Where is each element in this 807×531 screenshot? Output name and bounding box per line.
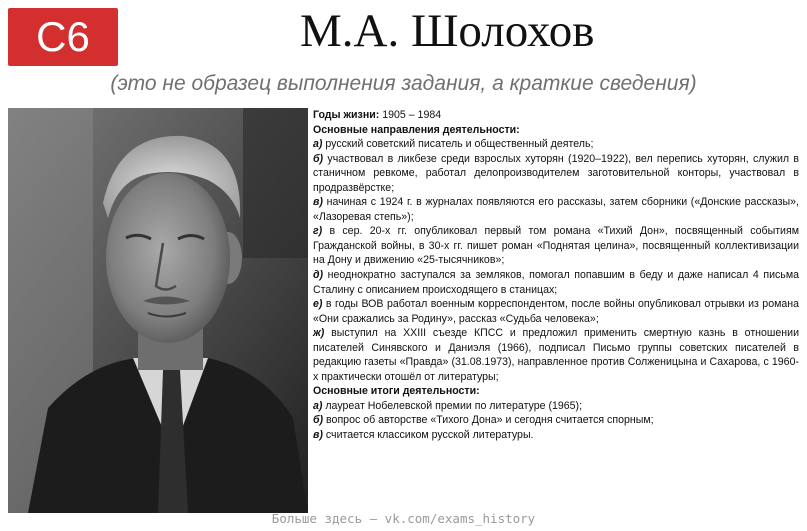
item-text: русский советский писатель и общественный деятель; [322,138,594,151]
item-text: в сер. 20-х гг. опубликовал первый том романа «Тихий Дон», посвященный событиям Гражданской войны, в 30-х гг. пишет роман «Поднятая целина», посвященный коллективизации на Дону и движению «25-тысячников»; [313,225,799,267]
years-line [313,108,799,123]
years-value: 1905 – 1984 [379,109,442,121]
page-title: М.А. Шолохов [300,5,595,57]
item-label: г) [313,225,323,238]
item-text: начиная с 1924 г. в журналах появляются его рассказы, затем сборники («Донские рассказы», «Лазоревая степь»); [313,196,799,223]
biography-text [313,108,799,443]
task-badge: C6 [8,8,118,66]
item-text: выступил на XXIII съезде КПСС и предложил применить смертную казнь в отношении писателей Синявского и Даниэля (1966), подписал Письмо группы советских писателей в редакцию газеты «Правда» (31.08.1973), направленное против Солженицына и Сахарова, с 1960-х практически отошёл от литературы; [313,327,799,383]
result-item [313,428,799,443]
item-label: в) [313,429,323,442]
results-heading: Основные итоги деятельности: [313,385,480,398]
item-text: участвовал в ликбезе среди взрослых хуторян (1920–1922), вел перепись хуторян, служил в станичном ревкоме, работал делопроизводителем заготовительной конторы, участвовал в продразвёрстке; [313,152,799,194]
direction-item [313,297,799,326]
item-label: в) [313,196,323,209]
direction-item [313,137,799,152]
item-label: е) [313,298,323,311]
item-text: считается классиком русской литературы. [322,429,534,442]
result-item [313,413,799,428]
footer-link-text: Больше здесь — vk.com/exams_history [271,511,536,526]
direction-item [313,152,799,196]
item-label: а) [313,399,323,412]
years-label: Годы жизни: [313,109,380,121]
portrait-photo [8,108,308,513]
item-text: неоднократно заступался за земляков, помогал попавшим в беду и даже написал 4 письма Сталину с описанием происходящего в станицах; [313,269,799,296]
item-label: ж) [313,327,325,340]
item-text: лауреат Нобелевской премии по литературе (1965); [322,399,583,412]
direction-item [313,195,799,224]
directions-heading: Основные направления деятельности: [313,123,520,136]
result-item [313,399,799,414]
item-label: б) [313,152,324,165]
item-label: б) [313,414,324,427]
direction-item [313,268,799,297]
item-text: в годы ВОВ работал военным корреспондентом, после войны опубликовал отрывки из романа «Они сражались за Родину», рассказ «Судьба человека»; [313,298,799,325]
direction-item [313,224,799,268]
page-subtitle: (это не образец выполнения задания, а краткие сведения) [110,72,697,95]
item-label: д) [313,269,324,282]
direction-item [313,326,799,384]
item-label: а) [313,138,323,151]
item-text: вопрос об авторстве «Тихого Дона» и сегодня считается спорным; [323,414,654,427]
